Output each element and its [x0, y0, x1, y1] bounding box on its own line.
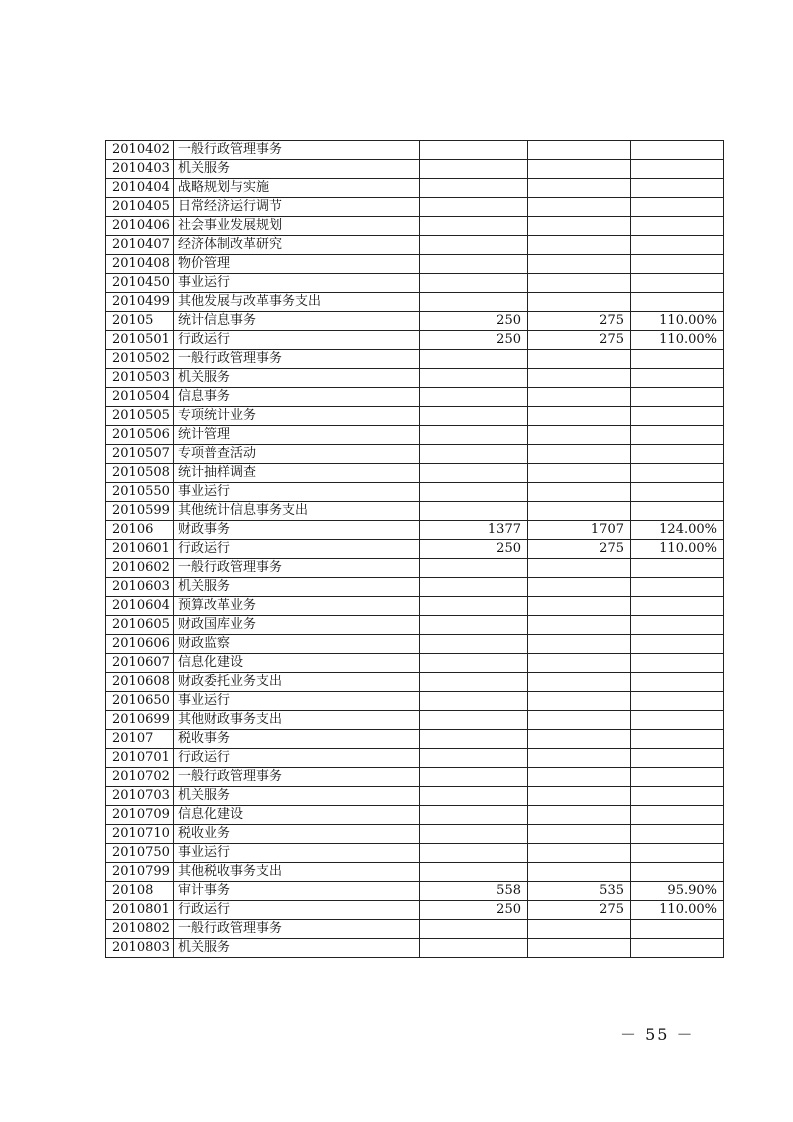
row-value-1-cell	[420, 179, 528, 198]
row-value-1-cell	[420, 274, 528, 293]
row-code-cell: 2010701	[106, 749, 174, 768]
row-value-2-cell	[528, 274, 631, 293]
row-value-1-cell	[420, 388, 528, 407]
table-row	[106, 217, 724, 236]
table-row	[106, 293, 724, 312]
row-percent-cell	[631, 350, 724, 369]
row-code-cell: 2010406	[106, 217, 174, 236]
table-row	[106, 806, 724, 825]
row-value-1-cell	[420, 293, 528, 312]
row-value-1-cell	[420, 863, 528, 882]
row-value-2-cell	[528, 141, 631, 160]
row-value-1-cell: 558	[420, 882, 528, 901]
row-value-1-cell	[420, 426, 528, 445]
row-value-2-cell	[528, 217, 631, 236]
row-value-2-cell: 275	[528, 901, 631, 920]
row-name-cell: 一般行政管理事务	[174, 768, 420, 787]
row-value-2-cell	[528, 502, 631, 521]
row-name-cell: 统计管理	[174, 426, 420, 445]
row-value-1-cell	[420, 255, 528, 274]
row-value-2-cell	[528, 160, 631, 179]
row-percent-cell	[631, 217, 724, 236]
row-percent-cell: 124.00%	[631, 521, 724, 540]
row-percent-cell	[631, 844, 724, 863]
row-value-2-cell	[528, 768, 631, 787]
row-value-2-cell	[528, 578, 631, 597]
row-value-2-cell: 275	[528, 312, 631, 331]
row-name-cell: 审计事务	[174, 882, 420, 901]
row-percent-cell	[631, 749, 724, 768]
row-name-cell: 信息事务	[174, 388, 420, 407]
row-value-1-cell	[420, 198, 528, 217]
row-percent-cell	[631, 692, 724, 711]
table-row	[106, 388, 724, 407]
row-value-2-cell	[528, 445, 631, 464]
row-percent-cell	[631, 825, 724, 844]
row-percent-cell	[631, 578, 724, 597]
page-number: － 55 －	[620, 1025, 695, 1044]
table-row	[106, 540, 724, 559]
row-value-1-cell	[420, 217, 528, 236]
row-value-1-cell	[420, 635, 528, 654]
row-value-2-cell	[528, 255, 631, 274]
row-code-cell: 2010505	[106, 407, 174, 426]
table-row	[106, 635, 724, 654]
row-name-cell: 社会事业发展规划	[174, 217, 420, 236]
row-value-2-cell	[528, 426, 631, 445]
row-value-1-cell	[420, 407, 528, 426]
row-value-1-cell	[420, 141, 528, 160]
row-percent-cell	[631, 635, 724, 654]
row-code-cell: 2010407	[106, 236, 174, 255]
row-value-2-cell: 275	[528, 540, 631, 559]
row-code-cell: 2010601	[106, 540, 174, 559]
row-code-cell: 2010608	[106, 673, 174, 692]
row-code-cell: 2010802	[106, 920, 174, 939]
row-value-1-cell	[420, 350, 528, 369]
row-code-cell: 2010404	[106, 179, 174, 198]
row-code-cell: 2010599	[106, 502, 174, 521]
table-row	[106, 920, 724, 939]
row-value-1-cell: 250	[420, 312, 528, 331]
row-name-cell: 事业运行	[174, 692, 420, 711]
table-row	[106, 654, 724, 673]
row-name-cell: 税收事务	[174, 730, 420, 749]
row-name-cell: 一般行政管理事务	[174, 141, 420, 160]
table-row	[106, 141, 724, 160]
row-code-cell: 2010408	[106, 255, 174, 274]
row-percent-cell	[631, 939, 724, 958]
row-name-cell: 其他统计信息事务支出	[174, 502, 420, 521]
table-row	[106, 483, 724, 502]
table-row	[106, 198, 724, 217]
row-code-cell: 2010607	[106, 654, 174, 673]
row-value-1-cell	[420, 502, 528, 521]
table-row	[106, 179, 724, 198]
row-value-1-cell	[420, 369, 528, 388]
row-value-2-cell: 535	[528, 882, 631, 901]
row-code-cell: 2010604	[106, 597, 174, 616]
row-value-2-cell	[528, 939, 631, 958]
table-row	[106, 692, 724, 711]
row-value-2-cell	[528, 369, 631, 388]
row-value-1-cell	[420, 939, 528, 958]
row-name-cell: 事业运行	[174, 483, 420, 502]
table-row	[106, 616, 724, 635]
row-value-1-cell	[420, 236, 528, 255]
row-name-cell: 一般行政管理事务	[174, 559, 420, 578]
row-percent-cell	[631, 198, 724, 217]
table-row	[106, 578, 724, 597]
row-percent-cell	[631, 445, 724, 464]
table-row	[106, 939, 724, 958]
row-value-1-cell	[420, 749, 528, 768]
row-code-cell: 2010606	[106, 635, 174, 654]
row-percent-cell	[631, 787, 724, 806]
row-value-2-cell	[528, 692, 631, 711]
row-percent-cell	[631, 160, 724, 179]
row-percent-cell	[631, 141, 724, 160]
row-name-cell: 物价管理	[174, 255, 420, 274]
row-code-cell: 2010605	[106, 616, 174, 635]
row-value-1-cell	[420, 768, 528, 787]
row-percent-cell	[631, 388, 724, 407]
table-row	[106, 407, 724, 426]
row-name-cell: 信息化建设	[174, 654, 420, 673]
row-name-cell: 行政运行	[174, 749, 420, 768]
row-code-cell: 2010702	[106, 768, 174, 787]
row-code-cell: 2010506	[106, 426, 174, 445]
row-value-2-cell	[528, 597, 631, 616]
row-value-1-cell: 1377	[420, 521, 528, 540]
table-row	[106, 768, 724, 787]
row-name-cell: 财政监察	[174, 635, 420, 654]
row-code-cell: 2010699	[106, 711, 174, 730]
table-row	[106, 236, 724, 255]
row-name-cell: 事业运行	[174, 274, 420, 293]
row-percent-cell	[631, 920, 724, 939]
row-value-1-cell	[420, 844, 528, 863]
row-value-2-cell	[528, 293, 631, 312]
row-name-cell: 机关服务	[174, 160, 420, 179]
row-code-cell: 2010405	[106, 198, 174, 217]
table-row	[106, 730, 724, 749]
row-value-1-cell	[420, 616, 528, 635]
row-percent-cell: 95.90%	[631, 882, 724, 901]
row-code-cell: 2010803	[106, 939, 174, 958]
row-code-cell: 2010499	[106, 293, 174, 312]
row-code-cell: 2010709	[106, 806, 174, 825]
row-percent-cell: 110.00%	[631, 901, 724, 920]
row-value-1-cell	[420, 806, 528, 825]
row-value-1-cell	[420, 711, 528, 730]
row-percent-cell	[631, 293, 724, 312]
row-code-cell: 2010507	[106, 445, 174, 464]
row-percent-cell	[631, 559, 724, 578]
table-row	[106, 502, 724, 521]
row-code-cell: 2010403	[106, 160, 174, 179]
row-code-cell: 20107	[106, 730, 174, 749]
row-value-2-cell: 275	[528, 331, 631, 350]
row-value-2-cell: 1707	[528, 521, 631, 540]
row-value-2-cell	[528, 749, 631, 768]
row-name-cell: 经济体制改革研究	[174, 236, 420, 255]
table-row	[106, 559, 724, 578]
row-value-1-cell	[420, 920, 528, 939]
row-value-2-cell	[528, 863, 631, 882]
row-value-1-cell	[420, 692, 528, 711]
table-row	[106, 445, 724, 464]
row-value-1-cell	[420, 825, 528, 844]
row-value-1-cell	[420, 483, 528, 502]
row-value-2-cell	[528, 179, 631, 198]
row-percent-cell	[631, 274, 724, 293]
row-value-2-cell	[528, 825, 631, 844]
table-row	[106, 673, 724, 692]
row-value-2-cell	[528, 711, 631, 730]
row-code-cell: 2010508	[106, 464, 174, 483]
row-percent-cell: 110.00%	[631, 540, 724, 559]
row-value-2-cell	[528, 787, 631, 806]
row-code-cell: 20106	[106, 521, 174, 540]
budget-table	[105, 140, 724, 958]
row-name-cell: 一般行政管理事务	[174, 350, 420, 369]
row-code-cell: 2010799	[106, 863, 174, 882]
row-value-2-cell	[528, 407, 631, 426]
row-value-2-cell	[528, 673, 631, 692]
row-percent-cell	[631, 863, 724, 882]
row-value-1-cell: 250	[420, 331, 528, 350]
table-row	[106, 464, 724, 483]
row-name-cell: 预算改革业务	[174, 597, 420, 616]
row-code-cell: 2010450	[106, 274, 174, 293]
table-row	[106, 312, 724, 331]
row-value-2-cell	[528, 236, 631, 255]
table-row	[106, 521, 724, 540]
row-name-cell: 专项统计业务	[174, 407, 420, 426]
row-value-1-cell	[420, 464, 528, 483]
row-value-2-cell	[528, 464, 631, 483]
row-value-2-cell	[528, 730, 631, 749]
row-code-cell: 2010502	[106, 350, 174, 369]
row-value-2-cell	[528, 654, 631, 673]
row-code-cell: 2010501	[106, 331, 174, 350]
row-percent-cell	[631, 407, 724, 426]
table-row	[106, 787, 724, 806]
row-name-cell: 财政国库业务	[174, 616, 420, 635]
row-value-1-cell	[420, 578, 528, 597]
row-percent-cell	[631, 464, 724, 483]
table-row	[106, 597, 724, 616]
table-row	[106, 255, 724, 274]
row-value-1-cell	[420, 730, 528, 749]
row-code-cell: 2010402	[106, 141, 174, 160]
row-name-cell: 统计抽样调查	[174, 464, 420, 483]
row-value-2-cell	[528, 844, 631, 863]
row-value-2-cell	[528, 483, 631, 502]
table-row	[106, 160, 724, 179]
table-row	[106, 331, 724, 350]
row-value-2-cell	[528, 616, 631, 635]
row-name-cell: 战略规划与实施	[174, 179, 420, 198]
row-code-cell: 2010503	[106, 369, 174, 388]
row-name-cell: 其他发展与改革事务支出	[174, 293, 420, 312]
row-percent-cell	[631, 483, 724, 502]
row-percent-cell	[631, 711, 724, 730]
row-name-cell: 信息化建设	[174, 806, 420, 825]
row-percent-cell	[631, 806, 724, 825]
row-value-2-cell	[528, 388, 631, 407]
row-name-cell: 机关服务	[174, 939, 420, 958]
row-name-cell: 日常经济运行调节	[174, 198, 420, 217]
row-percent-cell	[631, 654, 724, 673]
table-body	[106, 141, 724, 958]
table-row	[106, 825, 724, 844]
row-code-cell: 2010603	[106, 578, 174, 597]
row-name-cell: 其他税收事务支出	[174, 863, 420, 882]
row-percent-cell	[631, 768, 724, 787]
row-percent-cell	[631, 179, 724, 198]
row-name-cell: 行政运行	[174, 901, 420, 920]
row-code-cell: 2010504	[106, 388, 174, 407]
row-name-cell: 一般行政管理事务	[174, 920, 420, 939]
row-value-1-cell	[420, 597, 528, 616]
row-percent-cell: 110.00%	[631, 312, 724, 331]
row-name-cell: 机关服务	[174, 578, 420, 597]
row-percent-cell: 110.00%	[631, 331, 724, 350]
row-name-cell: 其他财政事务支出	[174, 711, 420, 730]
row-percent-cell	[631, 369, 724, 388]
row-value-2-cell	[528, 920, 631, 939]
row-percent-cell	[631, 502, 724, 521]
table-row	[106, 274, 724, 293]
row-name-cell: 机关服务	[174, 787, 420, 806]
row-code-cell: 20105	[106, 312, 174, 331]
row-value-1-cell	[420, 654, 528, 673]
row-name-cell: 财政事务	[174, 521, 420, 540]
row-percent-cell	[631, 616, 724, 635]
table-row	[106, 901, 724, 920]
row-name-cell: 财政委托业务支出	[174, 673, 420, 692]
row-value-1-cell	[420, 160, 528, 179]
row-value-2-cell	[528, 198, 631, 217]
table-row	[106, 882, 724, 901]
row-value-1-cell	[420, 445, 528, 464]
row-code-cell: 2010750	[106, 844, 174, 863]
row-percent-cell	[631, 673, 724, 692]
row-value-1-cell	[420, 559, 528, 578]
row-percent-cell	[631, 597, 724, 616]
table-row	[106, 350, 724, 369]
row-value-1-cell: 250	[420, 540, 528, 559]
table-row	[106, 426, 724, 445]
row-name-cell: 专项普查活动	[174, 445, 420, 464]
row-name-cell: 机关服务	[174, 369, 420, 388]
row-code-cell: 2010801	[106, 901, 174, 920]
row-name-cell: 行政运行	[174, 331, 420, 350]
row-value-1-cell	[420, 673, 528, 692]
row-value-2-cell	[528, 806, 631, 825]
row-code-cell: 2010710	[106, 825, 174, 844]
table-row	[106, 369, 724, 388]
table-row	[106, 749, 724, 768]
row-name-cell: 税收业务	[174, 825, 420, 844]
row-name-cell: 行政运行	[174, 540, 420, 559]
table-row	[106, 863, 724, 882]
row-percent-cell	[631, 730, 724, 749]
row-code-cell: 2010650	[106, 692, 174, 711]
row-name-cell: 事业运行	[174, 844, 420, 863]
row-code-cell: 2010703	[106, 787, 174, 806]
row-value-1-cell	[420, 787, 528, 806]
row-value-2-cell	[528, 350, 631, 369]
row-percent-cell	[631, 236, 724, 255]
table-row	[106, 844, 724, 863]
row-value-1-cell: 250	[420, 901, 528, 920]
row-name-cell: 统计信息事务	[174, 312, 420, 331]
row-percent-cell	[631, 255, 724, 274]
row-value-2-cell	[528, 635, 631, 654]
row-code-cell: 2010550	[106, 483, 174, 502]
row-value-2-cell	[528, 559, 631, 578]
row-percent-cell	[631, 426, 724, 445]
table-row	[106, 711, 724, 730]
row-code-cell: 2010602	[106, 559, 174, 578]
row-code-cell: 20108	[106, 882, 174, 901]
